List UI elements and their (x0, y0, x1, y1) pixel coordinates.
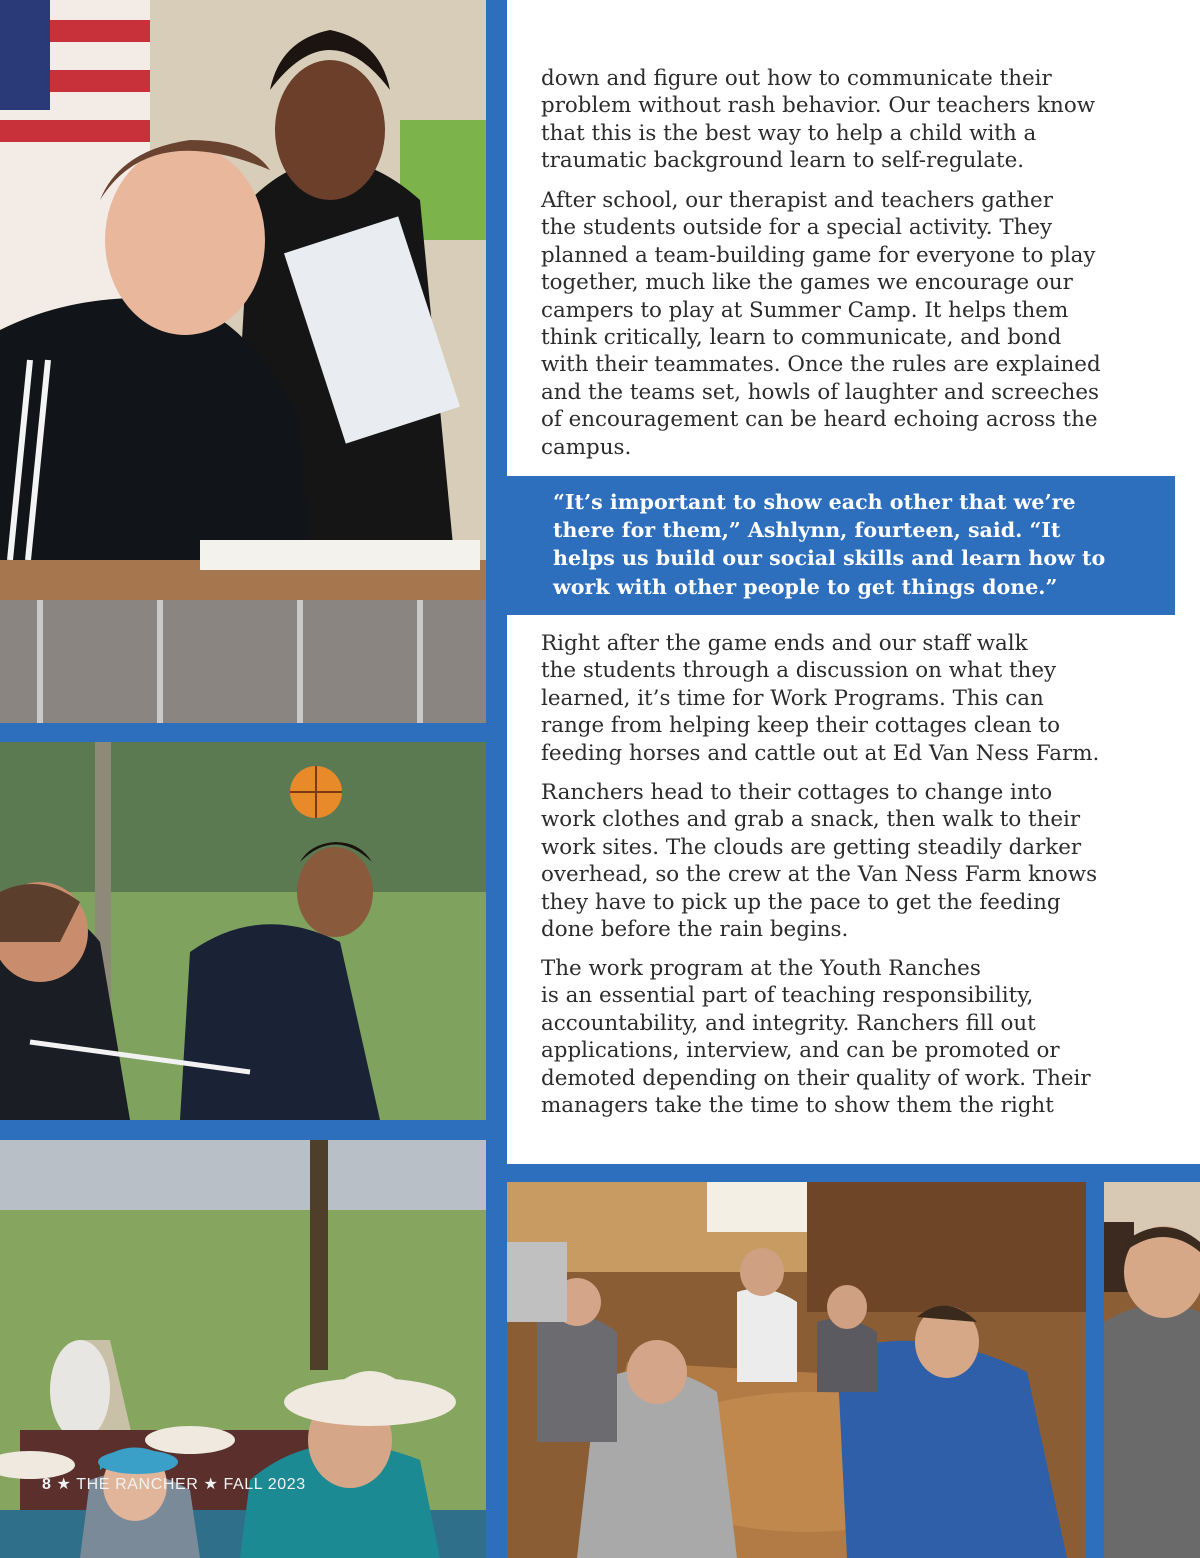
classroom-photo (0, 0, 486, 723)
pull-quote-text: “It’s important to show each other that we’re there for them,” Ashlynn, fourteen, said. “It helps us build our social skills and learn how to work with other people to get things done.” (553, 490, 1106, 599)
farm-wagon-photo (0, 1140, 486, 1558)
ball-game-photo (0, 742, 486, 1120)
edge-photo (1104, 1182, 1200, 1558)
pull-quote-box (507, 476, 1175, 615)
page-number: 8 (42, 1476, 52, 1493)
article-paragraph: down and figure out how to communicate their problem without rash behavior. Our teachers know that this is the best way to help a child with a traumatic background learn to self-regulate. (541, 66, 1096, 174)
article-paragraph: Ranchers head to their cottages to change into work clothes and grab a snack, then walk to their work sites. The clouds are getting steadily darker overhead, so the crew at the Van Ness Farm knows they have to pick up the pace to get the feeding done before the rain begins. (541, 780, 1098, 943)
publication-name: THE RANCHER (76, 1476, 199, 1493)
article-paragraph: After school, our therapist and teachers gather the students outside for a special activity. They planned a team-building game for everyone to play together, much like the games we encourage our campers to play at Summer Camp. It helps them think critically, learn to communicate, and bond with their teammates. Once the rules are explained and the teams set, howls of laughter and screeches of encouragement can be heard echoing across the campus. (541, 188, 1101, 460)
dining-prayer-photo (507, 1182, 1086, 1558)
issue-label: FALL 2023 (223, 1476, 306, 1493)
star-icon: ★ (56, 1476, 72, 1493)
article-paragraph: The work program at the Youth Ranches is an essential part of teaching responsibility, accountability, and integrity. Ranchers fill out applications, interview, and can be promoted or demoted depending on their quality of work. Their managers take the time to show them the right (541, 956, 1091, 1119)
article-paragraph: Right after the game ends and our staff walk the students through a discussion on what they learned, it’s time for Work Programs. This can range from helping keep their cottages clean to feeding horses and cattle out at Ed Van Ness Farm. (541, 631, 1100, 766)
star-icon: ★ (203, 1476, 219, 1493)
page-footer (42, 1474, 306, 1494)
